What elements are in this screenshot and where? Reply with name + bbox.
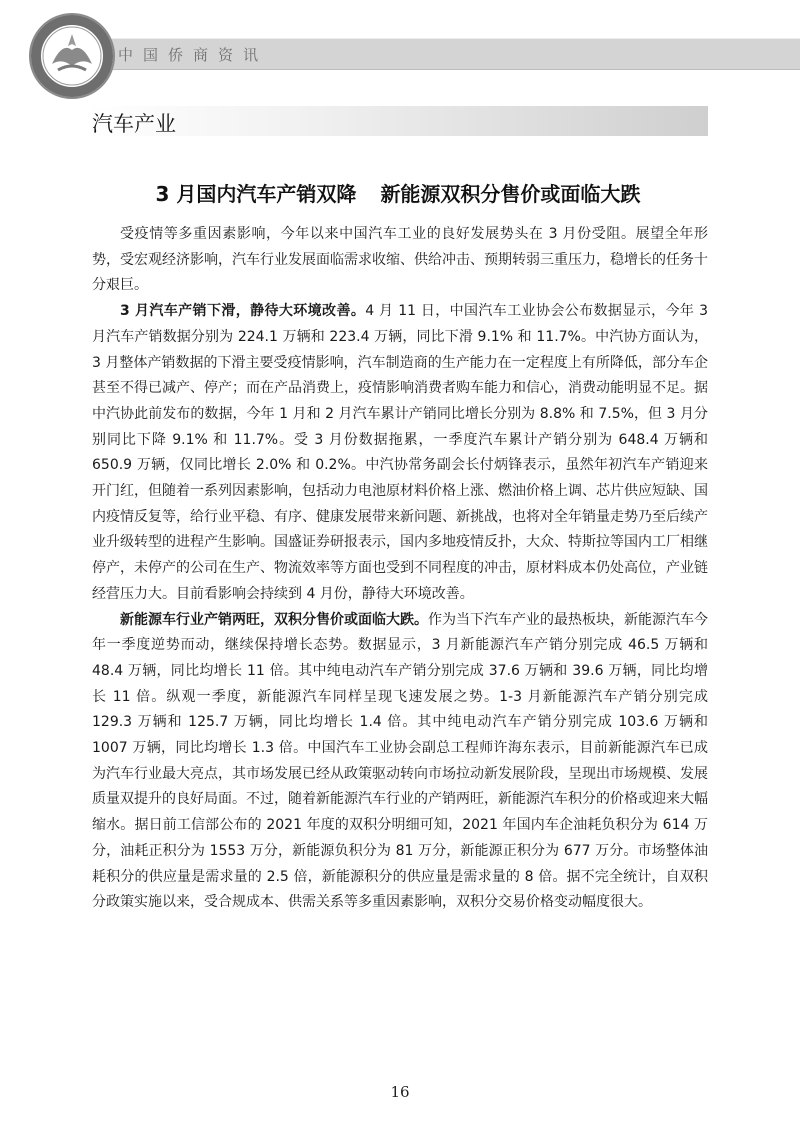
paragraph-march-sales (92, 299, 708, 607)
running-header-title: 中国侨商资讯 (118, 46, 269, 64)
page-number: 16 (390, 1083, 410, 1101)
article-title-part2: 新能源双积分售价或面临大跌 (380, 182, 641, 206)
paragraph-text: 作为当下汽车产业的最热板块，新能源汽车今年一季度逆势而动，继续保持增长态势。数据显示，3 月新能源汽车产销分别完成 46.5 万辆和 48.4 万辆，同比均增长 11 倍。其中纯电动汽车产销分别完成 37.6 万辆和 39.6 万辆，同比均增长 11 倍。纵观一季度，新能源汽车同样呈现飞速发展之势。1-3 月新能源汽车产销分别完成 129.3 万辆和 125.7 万辆，同比均增长 1.4 倍。其中纯电动汽车产销分别完成 103.6 万辆和 1007 万辆，同比均增长 1.3 倍。中国汽车工业协会副总工程师许海东表示，目前新能源汽车已成为汽车行业最大亮点，其市场发展已经从政策驱动转向市场拉动新发展阶段，呈现出市场规模、发展质量双提升的良好局面。不过，随着新能源汽车行业的产销两旺，新能源汽车积分的价格或迎来大幅缩水。据日前工信部公布的 2021 年度的双积分明细可知，2021 年国内车企油耗负积分为 614 万分，油耗正积分为 1553 万分，新能源负积分为 81 万分，新能源正积分为 677 万分。市场整体油耗积分的供应量是需求量的 2.5 倍，新能源积分的供应量是需求量的 8 倍。据不完全统计，自双积分政策实施以来，受合规成本、供需关系等多重因素影响，双积分交易价格变动幅度很大。 (92, 611, 708, 911)
section-title: 汽车产业 (92, 112, 176, 136)
article-body (92, 222, 708, 916)
section-bar (88, 106, 708, 136)
paragraph-lead-bold: 新能源车行业产销两旺，双积分售价或面临大跌。 (120, 611, 428, 628)
article-title (88, 178, 708, 207)
paragraph-text: 4 月 11 日，中国汽车工业协会公布数据显示，今年 3 月汽车产销数据分别为 224.1 万辆和 223.4 万辆，同比下滑 9.1% 和 11.7%。中汽协方面认为，3 月整体产销数据的下滑主要受疫情影响，汽车制造商的生产能力在一定程度上有所降低，部分车企甚至不得已减产、停产；而在产品消费上，疫情影响消费者购车能力和信心，消费动能明显不足。据中汽协此前发布的数据，今年 1 月和 2 月汽车累计产销同比增长分别为 8.8% 和 7.5%，但 3 月分别同比下降 9.1% 和 11.7%。受 3 月份数据拖累，一季度汽车累计产销分别为 648.4 万辆和 650.9 万辆，仅同比增长 2.0% 和 0.2%。中汽协常务副会长付炳锋表示，虽然年初汽车产销迎来开门红，但随着一系列因素影响，包括动力电池原材料价格上涨、燃油价格上调、芯片供应短缺、国内疫情反复等，给行业平稳、有序、健康发展带来新问题、新挑战，也将对全年销量走势乃至后续产业升级转型的进程产生影响。国盛证券研报表示，国内多地疫情反扑，大众、特斯拉等国内工厂相继停产，未停产的公司在生产、物流效率等方面也受到不同程度的冲击，原材料成本仍处高位，产业链经营压力大。目前看影响会持续到 4 月份，静待大环境改善。 (92, 303, 708, 602)
article-title-part1: 3 月国内汽车产销双降 (155, 182, 357, 206)
paragraph-lead-bold: 3 月汽车产销下滑，静待大环境改善。 (120, 303, 366, 320)
organization-logo (28, 12, 116, 100)
paragraph-intro: 受疫情等多重因素影响，今年以来中国汽车工业的良好发展势头在 3 月份受阻。展望全年形势，受宏观经济影响，汽车行业发展面临需求收缩、供给冲击、预期转弱三重压力，稳增长的任务十分艰巨。 (92, 226, 708, 294)
paragraph-new-energy (92, 608, 708, 916)
